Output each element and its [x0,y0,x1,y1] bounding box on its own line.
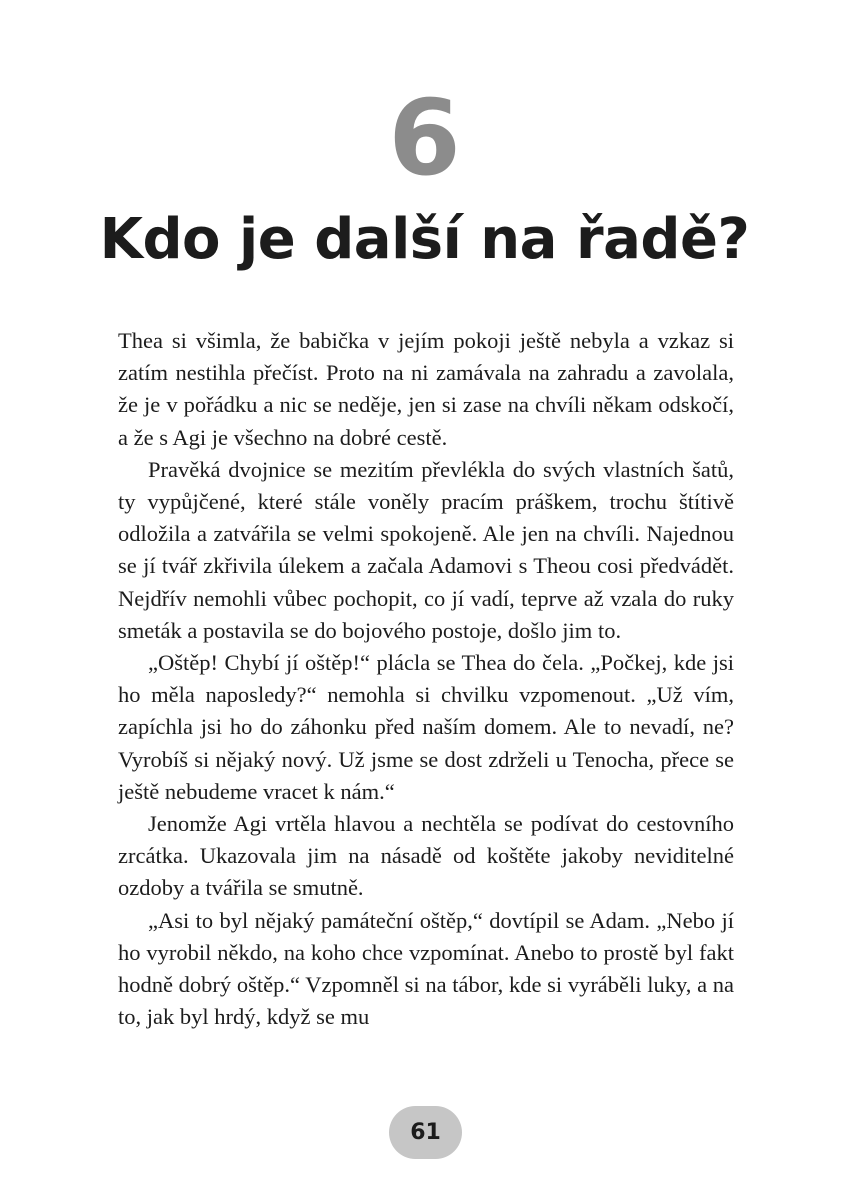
chapter-number: 6 [388,77,461,199]
page-number-badge: 61 [389,1106,462,1159]
paragraph: „Asi to byl nějaký památeční oštěp,“ dovtípil se Adam. „Nebo jí ho vyrobil někdo, na koho chce vzpomínat. Anebo to prostě byl fakt hodně dobrý oštěp.“ Vzpomněl si na tábor, kde si vyráběli luky, a na to, jak byl hrdý, když se mu [118,907,734,1030]
paragraph: „Oštěp! Chybí jí oštěp!“ plácla se Thea do čela. „Počkej, kde jsi ho měla naposledy?“ nemohla si chvilku vzpomenout. „Už vím, zapíchla jsi ho do záhonku před naším domem. Ale to nevadí, ne? Vyrobíš si nějaký nový. Už jsme se dost zdrželi u Tenocha, přece se ještě nebudeme vracet k nám.“ [118,650,734,804]
paragraph: Thea si všimla, že babička v jejím pokoji ještě nebyla a vzkaz si zatím nestihla přečíst. Proto na ni zamávala na zahradu a zavolala, že je v pořádku a nic se neděje, jen si zase na chvíli někam odskočí, a že s Agi je všechno na dobré cestě. [118,328,734,450]
paragraph: Jenomže Agi vrtěla hlavou a nechtěla se podívat do cestovního zrcátka. Ukazovala jim na násadě od koštěte jakoby neviditelné ozdoby a tvářila se smutně. [118,811,734,901]
chapter-title: Kdo je další na řadě? [99,207,750,272]
chapter-body [118,325,734,1033]
paragraph: Pravěká dvojnice se mezitím převlékla do svých vlastních šatů, ty vypůjčené, které stále voněly pracím práškem, trochu štítivě odložila a zatvářila se velmi spokojeně. Ale jen na chvíli. Najednou se jí tvář zkřivila úlekem a začala Adamovi s Theou cosi předvádět. Nejdřív nemohli vůbec pochopit, co jí vadí, teprve až vzala do ruky smeták a postavila se do bojového postoje, došlo jim to. [118,456,734,643]
